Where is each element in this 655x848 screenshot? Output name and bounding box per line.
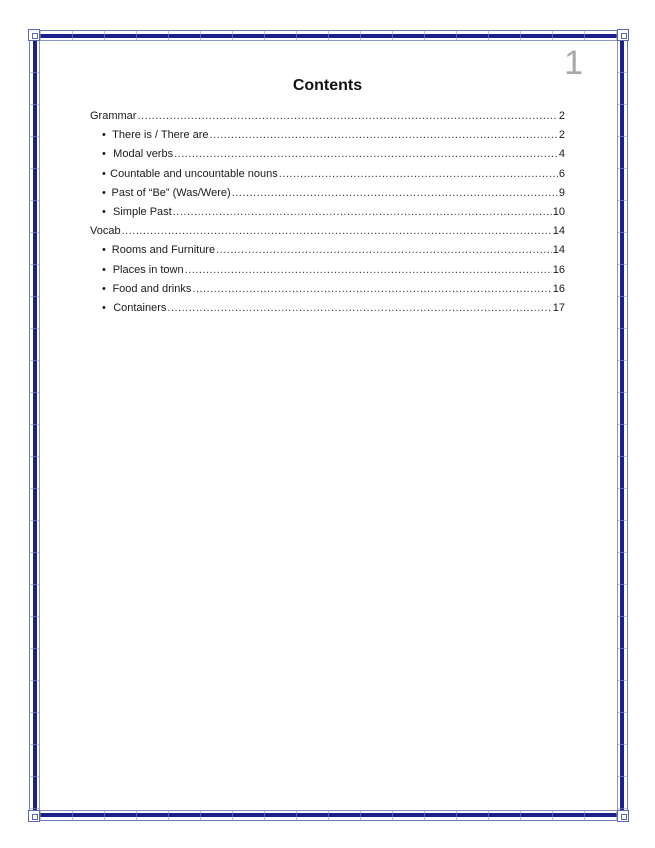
toc-entry-section[interactable] bbox=[90, 107, 565, 126]
toc-entry-subsection[interactable] bbox=[90, 184, 565, 203]
toc-entry-page: 14 bbox=[552, 244, 565, 257]
bullet-icon: • bbox=[102, 263, 106, 276]
toc-entry-subsection[interactable] bbox=[90, 203, 565, 222]
toc-entry-page: 4 bbox=[558, 148, 565, 161]
toc-entry-text: Rooms and Furniture bbox=[111, 244, 216, 257]
toc-entry-text: Simple Past bbox=[113, 205, 172, 218]
border-corner-top-right bbox=[617, 29, 629, 41]
toc-entry-page: 6 bbox=[558, 167, 565, 180]
bullet-icon: • bbox=[102, 244, 106, 257]
border-corner-bottom-right bbox=[617, 810, 629, 822]
dot-leader bbox=[232, 184, 558, 203]
toc-entry-text: Countable and uncountable nouns bbox=[110, 167, 278, 180]
toc-entry-text: There is / There are bbox=[112, 129, 209, 142]
border-ticks-top bbox=[40, 30, 617, 40]
toc-entry-subsection[interactable] bbox=[90, 299, 565, 318]
toc-entry-subsection[interactable] bbox=[90, 261, 565, 280]
toc-entry-page: 14 bbox=[552, 225, 565, 238]
dot-leader bbox=[216, 241, 552, 260]
dot-leader bbox=[137, 107, 557, 126]
bullet-icon: • bbox=[102, 282, 106, 295]
toc-entry-page: 2 bbox=[558, 129, 565, 142]
toc-entry-text: Past of “Be” (Was/Were) bbox=[111, 186, 231, 199]
bullet-icon: • bbox=[102, 301, 106, 314]
toc-entry-subsection[interactable] bbox=[90, 241, 565, 260]
toc-entry-page: 10 bbox=[552, 205, 565, 218]
bullet-icon: • bbox=[102, 186, 106, 199]
dot-leader bbox=[122, 222, 552, 241]
dot-leader bbox=[167, 299, 551, 318]
bullet-icon: • bbox=[102, 205, 106, 218]
table-of-contents bbox=[90, 107, 565, 318]
toc-entry-text: Containers bbox=[113, 301, 167, 314]
border-ticks-bottom bbox=[40, 811, 617, 821]
dot-leader bbox=[174, 145, 558, 164]
border-corner-bottom-left bbox=[28, 810, 40, 822]
toc-title: Contents bbox=[292, 77, 363, 94]
bullet-icon: • bbox=[102, 167, 106, 180]
dot-leader bbox=[192, 280, 551, 299]
border-corner-top-left bbox=[28, 29, 40, 41]
dot-leader bbox=[173, 203, 552, 222]
toc-entry-page: 17 bbox=[552, 301, 565, 314]
toc-entry-text: Food and drinks bbox=[112, 282, 192, 295]
toc-entry-page: 2 bbox=[558, 110, 565, 122]
toc-entry-subsection[interactable] bbox=[90, 145, 565, 164]
toc-entry-subsection[interactable] bbox=[90, 280, 565, 299]
toc-entry-subsection[interactable] bbox=[90, 165, 565, 184]
toc-entry-page: 16 bbox=[552, 263, 565, 276]
dot-leader bbox=[185, 261, 552, 280]
toc-entry-page: 16 bbox=[552, 282, 565, 295]
dot-leader bbox=[210, 126, 558, 145]
toc-entry-text: Grammar bbox=[90, 110, 137, 122]
toc-entry-text: Places in town bbox=[112, 263, 184, 276]
toc-entry-text: Modal verbs bbox=[113, 148, 174, 161]
toc-entry-page: 9 bbox=[558, 186, 565, 199]
page-number: 1 bbox=[564, 44, 583, 82]
border-ticks-left bbox=[29, 40, 39, 811]
dot-leader bbox=[279, 165, 558, 184]
bullet-icon: • bbox=[102, 148, 106, 161]
toc-entry-section[interactable] bbox=[90, 222, 565, 241]
toc-entry-text: Vocab bbox=[90, 225, 121, 238]
bullet-icon: • bbox=[102, 129, 106, 142]
toc-entry-subsection[interactable] bbox=[90, 126, 565, 145]
border-ticks-right bbox=[618, 40, 628, 811]
